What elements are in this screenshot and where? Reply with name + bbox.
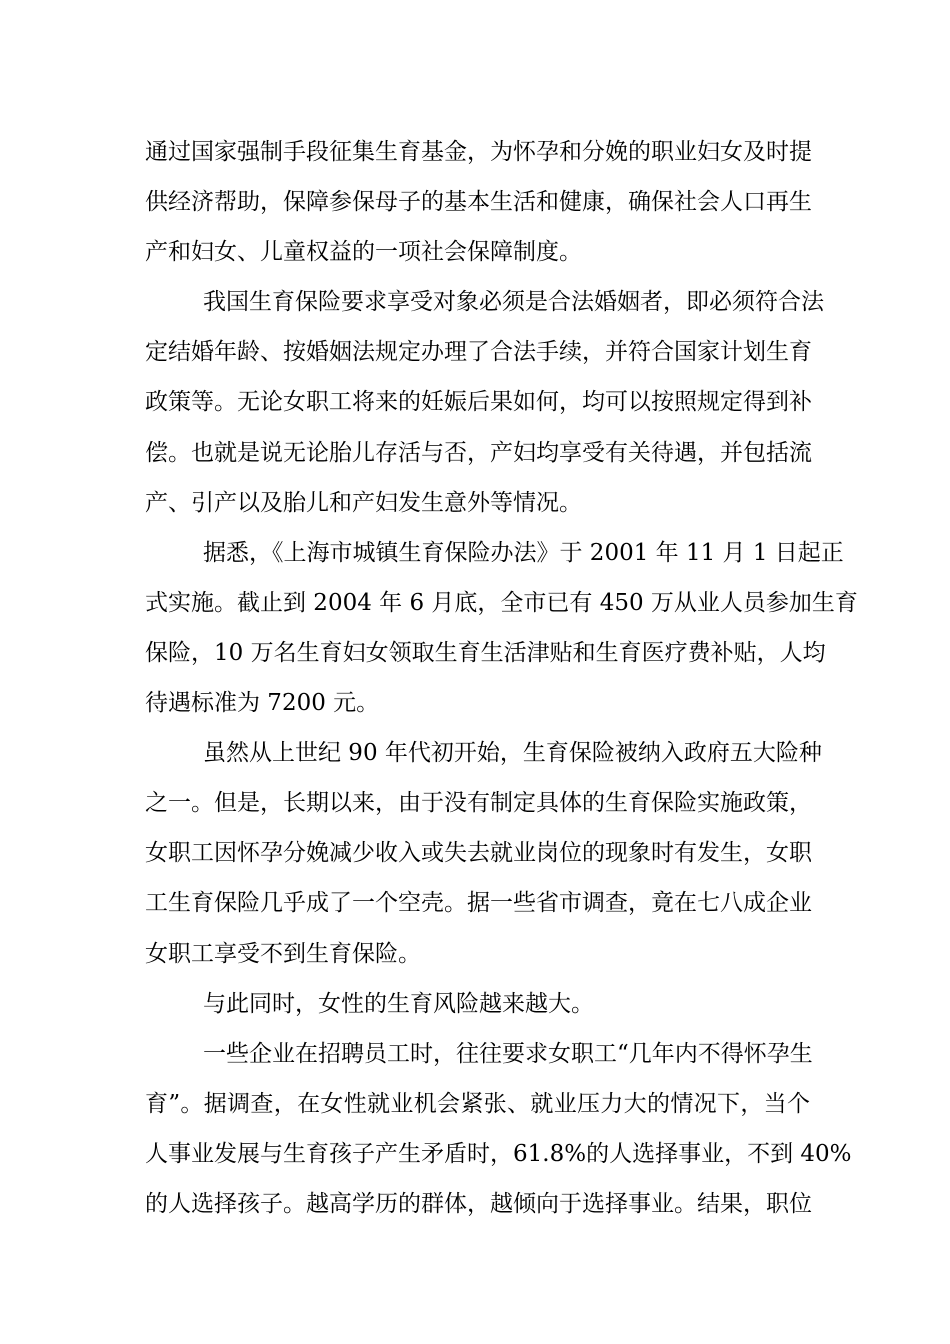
paragraph [145, 1029, 852, 1229]
text-line: 虽然从上世纪 90 年代初开始，生育保险被纳入政府五大险种 [203, 740, 822, 767]
paragraph [145, 528, 858, 728]
text-line: 政策等。无论女职工将来的妊娠后果如何，均可以按照规定得到补 [145, 389, 812, 416]
text-line: 的人选择孩子。越高学历的群体，越倾向于选择事业。结果，职位 [145, 1190, 812, 1217]
text-line: 我国生育保险要求享受对象必须是合法婚姻者，即必须符合法 [203, 289, 824, 316]
text-line: 定结婚年龄、按婚姻法规定办理了合法手续，并符合国家计划生育 [145, 339, 812, 366]
text-line: 据悉，《上海市城镇生育保险办法》于 2001 年 11 月 1 日起正 [203, 539, 844, 566]
text-line: 人事业发展与生育孩子产生矛盾时，61.8%的人选择事业，不到 40% [145, 1140, 852, 1167]
paragraph [145, 127, 810, 277]
text-line: 之一。但是，长期以来，由于没有制定具体的生育保险实施政策， [145, 790, 812, 817]
text-line: 产、引产以及胎儿和产妇发生意外等情况。 [145, 489, 582, 516]
text-line: 女职工因怀孕分娩减少收入或失去就业岗位的现象时有发生，女职 [145, 840, 812, 867]
text-line: 保险，10 万名生育妇女领取生育生活津贴和生育医疗费补贴，人均 [145, 639, 826, 666]
text-line: 育”。据调查，在女性就业机会紧张、就业压力大的情况下，当个 [145, 1090, 810, 1117]
text-line: 通过国家强制手段征集生育基金，为怀孕和分娩的职业妇女及时提 [145, 139, 812, 165]
paragraph [145, 728, 822, 978]
document-body [145, 127, 858, 1229]
text-line: 式实施。截止到 2004 年 6 月底，全市已有 450 万从业人员参加生育 [145, 589, 858, 616]
text-line: 待遇标准为 7200 元。 [145, 690, 380, 717]
text-line: 工生育保险几乎成了一个空壳。据一些省市调查，竟在七八成企业 [145, 890, 812, 917]
paragraph [145, 277, 824, 527]
text-line: 一些企业在招聘员工时，往往要求女职工“几年内不得怀孕生 [203, 1040, 813, 1067]
paragraph [145, 979, 810, 1029]
text-line: 与此同时，女性的生育风险越来越大。 [203, 990, 594, 1017]
text-line: 女职工享受不到生育保险。 [145, 940, 421, 967]
text-line: 产和妇女、儿童权益的一项社会保障制度。 [145, 239, 582, 266]
text-line: 供经济帮助，保障参保母子的基本生活和健康，确保社会人口再生 [145, 189, 812, 216]
text-line: 偿。也就是说无论胎儿存活与否，产妇均享受有关待遇，并包括流 [145, 439, 812, 466]
